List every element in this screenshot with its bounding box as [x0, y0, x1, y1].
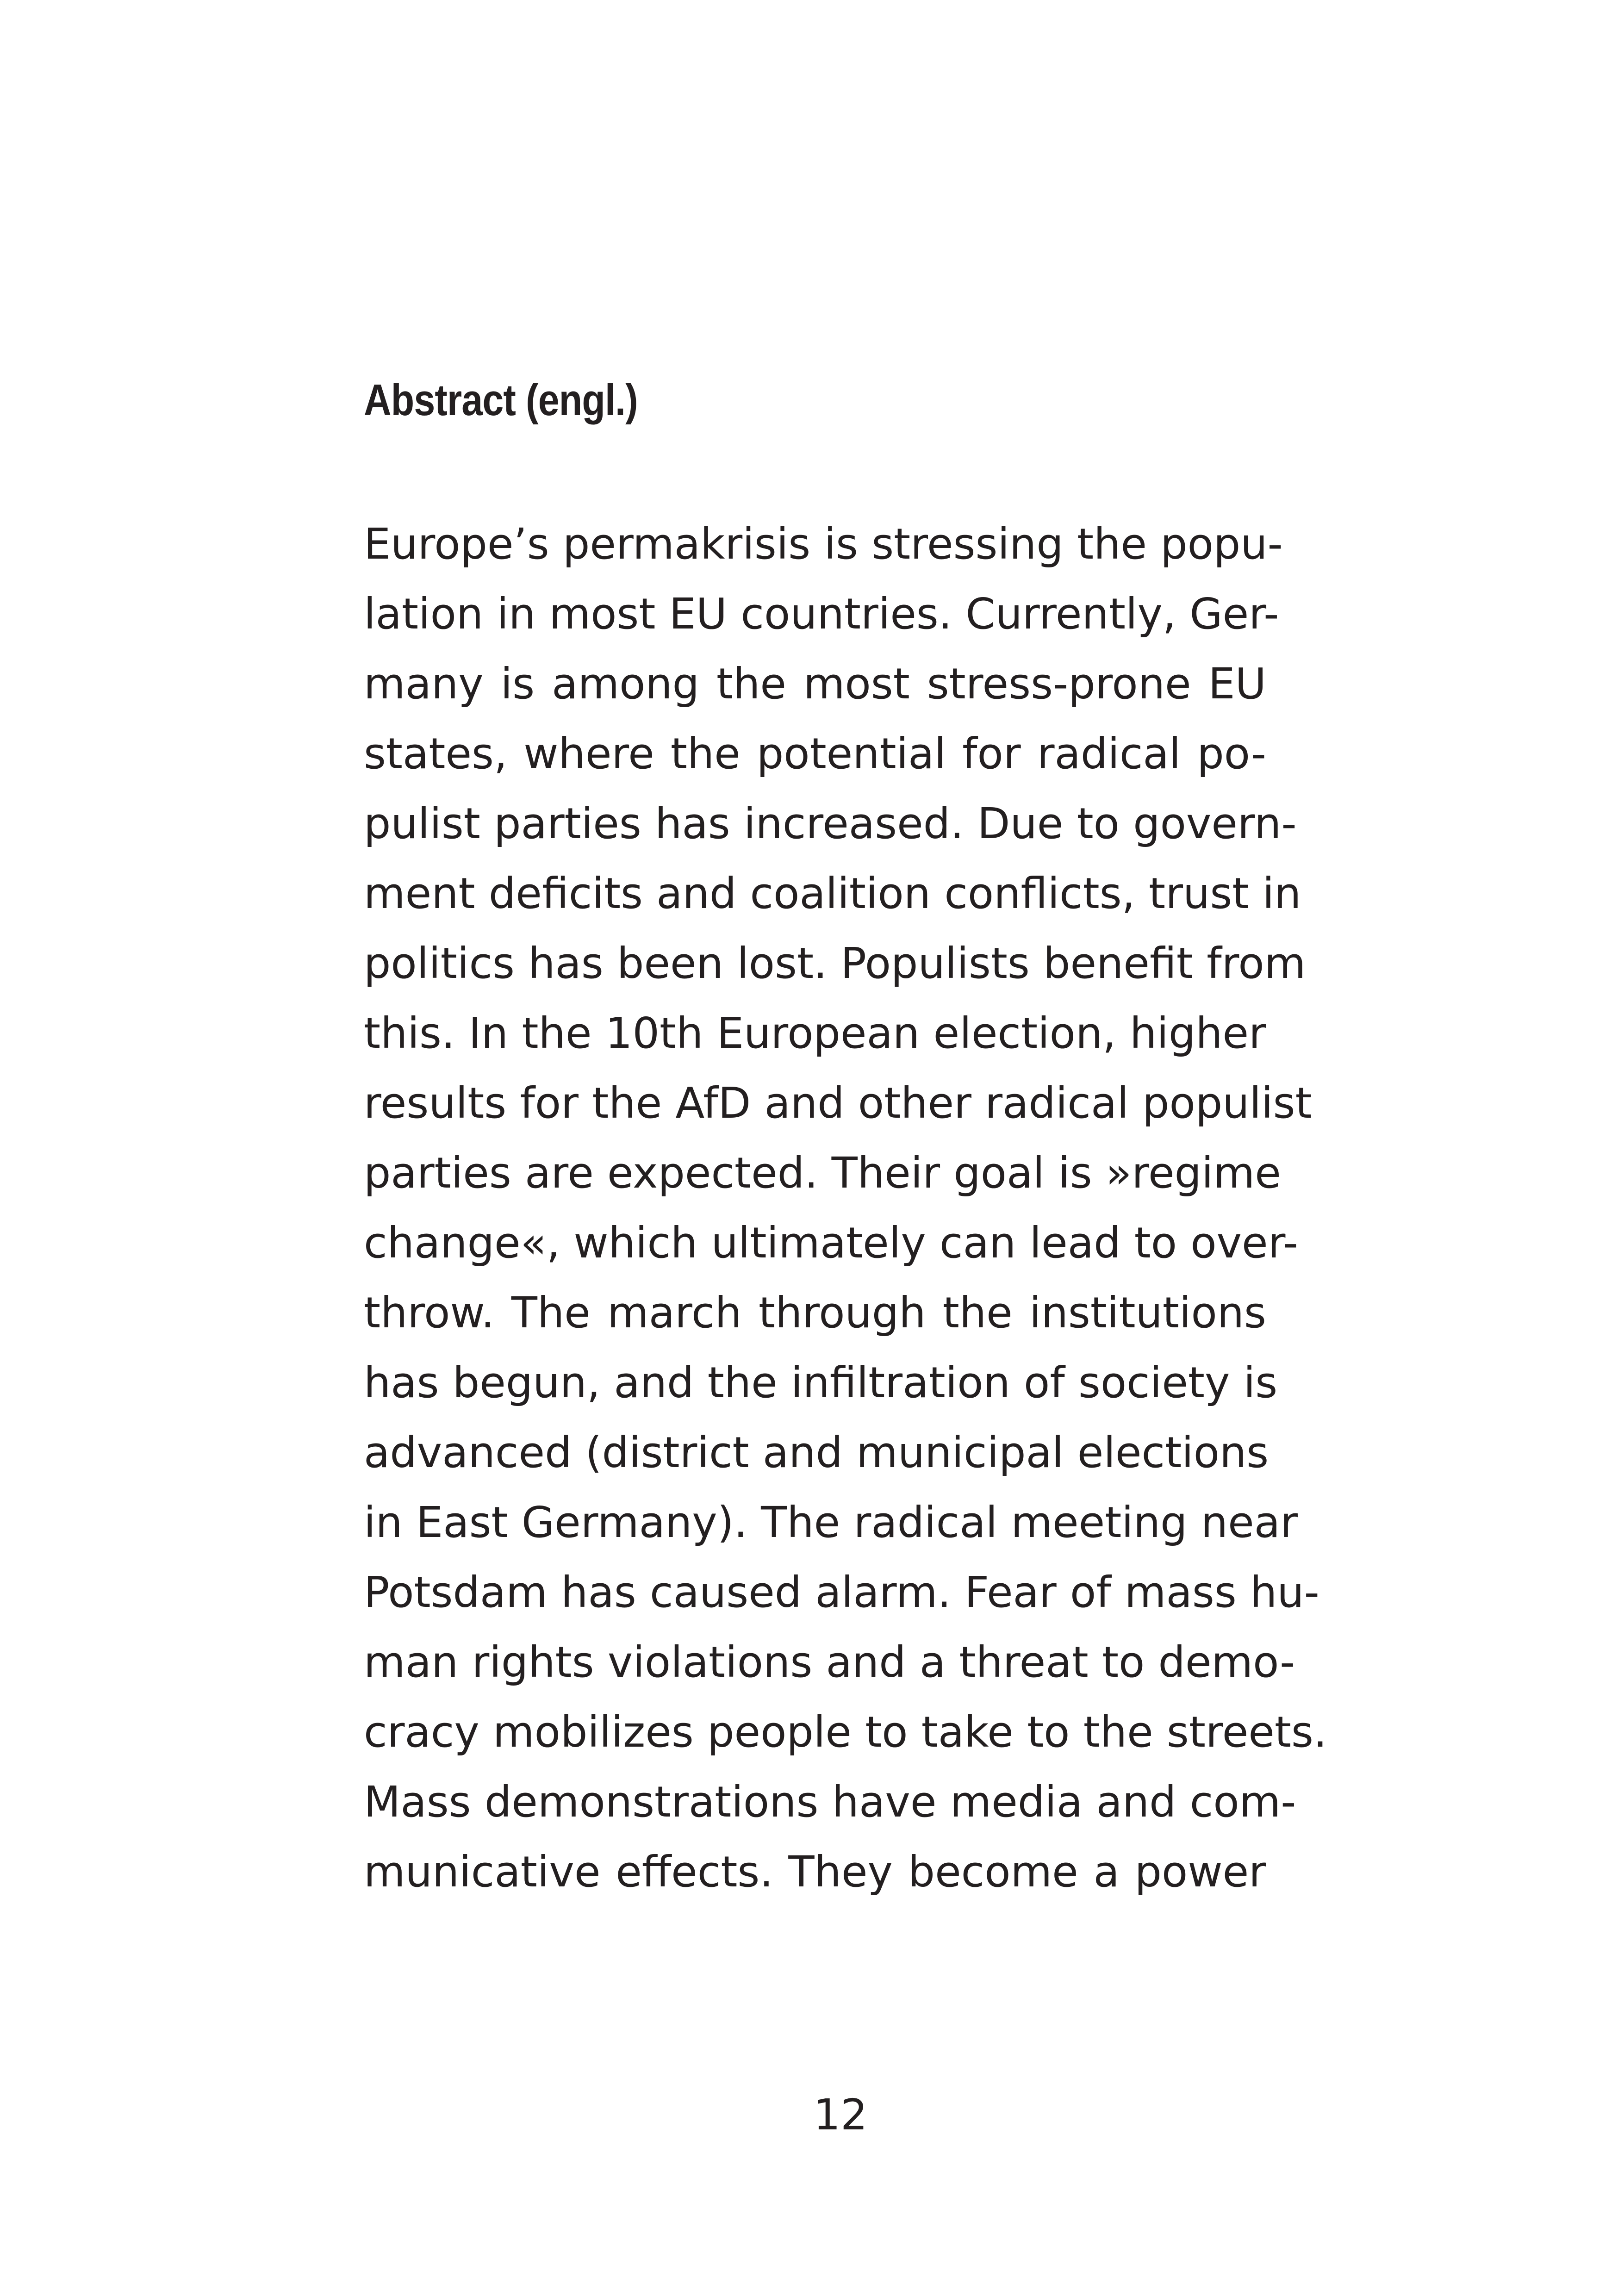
body-line: change«, which ultimately can lead to over-: [364, 1218, 1298, 1268]
body-line: Europe’s permakrisis is stressing the popu-: [364, 519, 1283, 569]
section-heading: Abstract (engl.): [364, 375, 638, 425]
body-line: advanced (district and municipal elections: [364, 1428, 1269, 1477]
page-number: 12: [813, 2090, 868, 2140]
body-line: parties are expected. Their goal is »regime: [364, 1148, 1281, 1198]
body-line: this. In the 10th European election, higher: [364, 1008, 1266, 1058]
body-line: man rights violations and a threat to demo-: [364, 1637, 1295, 1687]
body-line: many is among the most stress-prone EU: [364, 659, 1266, 709]
body-line: has begun, and the infiltration of society is: [364, 1358, 1278, 1407]
body-line: politics has been lost. Populists benefit from: [364, 939, 1306, 988]
body-line: cracy mobilizes people to take to the streets.: [364, 1707, 1327, 1757]
body-line: lation in most EU countries. Currently, Ger-: [364, 589, 1279, 639]
body-line: Potsdam has caused alarm. Fear of mass hu-: [364, 1568, 1319, 1617]
abstract-body: [364, 509, 1327, 1907]
body-line: throw. The march through the institutions: [364, 1288, 1266, 1338]
body-line: municative effects. They become a power: [364, 1847, 1266, 1897]
body-line: states, where the potential for radical po-: [364, 729, 1266, 778]
body-line: ment deficits and coalition conflicts, trust in: [364, 869, 1301, 918]
body-line: pulist parties has increased. Due to govern-: [364, 799, 1297, 848]
body-line: in East Germany). The radical meeting near: [364, 1498, 1298, 1547]
body-line: Mass demonstrations have media and com-: [364, 1777, 1296, 1827]
body-line: results for the AfD and other radical populist: [364, 1078, 1312, 1128]
